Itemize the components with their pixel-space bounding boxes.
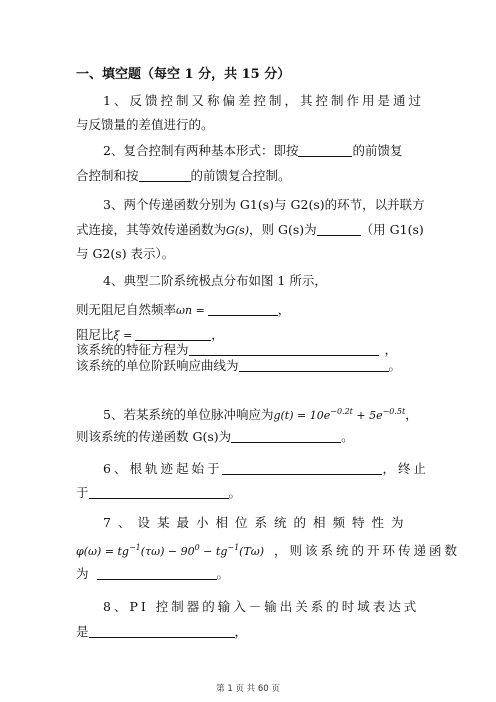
q4-blank-char-eq[interactable] <box>189 343 379 356</box>
q5-formula: $g(t) = 10e^{-0.2t} + 5e^{-0.5t}$ <box>273 407 406 422</box>
q4-blank-step[interactable] <box>239 359 389 372</box>
q8-line2-end: ， <box>234 624 248 639</box>
q4-line5-end: 。 <box>388 358 402 373</box>
q2-line2-tail: 的前馈复合控制。 <box>190 168 291 183</box>
q4-line5 <box>76 358 401 374</box>
page-footer: 第 1 页 共 60 页 <box>216 684 280 694</box>
q7-line3-text: 为 <box>76 566 89 581</box>
q1-line1: 1、反馈控制又称偏差控制，其控制作用是通过 <box>103 93 424 108</box>
q3-line3: 与 G2(s) 表示）。 <box>76 246 175 261</box>
q5-line2 <box>76 429 354 445</box>
q2-line2-text: 合控制和按 <box>76 168 139 183</box>
q2-line1-tail: 的前馈复 <box>352 143 403 158</box>
q7-line2-tail: ，则该系统的开环传递函数 <box>274 543 461 558</box>
q4-line4-text: 该系统的特征方程为 <box>76 342 189 357</box>
q6-line2-text: 于 <box>76 485 89 500</box>
q4-line4 <box>76 342 397 358</box>
q5-line1-text: 5、若某系统的单位脉冲响应为 <box>103 407 274 422</box>
q4-line4-end: ， <box>384 342 398 357</box>
q2-line2 <box>76 168 291 184</box>
q2-line1 <box>103 143 402 159</box>
q4-xi-symbol: ξ = <box>113 329 133 342</box>
q6-line2 <box>76 485 241 501</box>
q6-line2-end: 。 <box>228 485 242 500</box>
q3-line1: 3、两个传递函数分别为 G1(s)与 G2(s)的环节，以并联方 <box>103 197 425 212</box>
q3-line2-text: 式连接，其等效传递函数为 <box>76 222 227 237</box>
q5-line2-text: 则该系统的传递函数 G(s)为 <box>76 429 232 444</box>
q4-line3-end: ， <box>211 327 224 342</box>
q5-line1-end: ， <box>405 407 418 422</box>
q7-blank[interactable] <box>97 567 217 580</box>
q4-line1: 4、典型二阶系统极点分布如图 1 所示， <box>103 273 327 288</box>
q1-line2: 与反馈量的差值进行的。 <box>76 117 214 132</box>
q5-blank[interactable] <box>231 430 341 443</box>
q4-line2 <box>76 302 290 319</box>
q2-line1-text: 2、复合控制有两种基本形式：即按 <box>103 143 299 158</box>
q8-line2-text: 是 <box>76 624 89 639</box>
q6-blank-end[interactable] <box>89 486 229 499</box>
q8-line1: 8、PI 控制器的输入－输出关系的时域表达式 <box>103 599 420 614</box>
q2-blank-1[interactable] <box>298 144 352 157</box>
q3-line2-tail: （用 G1(s) <box>360 222 424 237</box>
section-title: 一、填空题（每空 1 分，共 15 分） <box>76 67 291 82</box>
q4-omega-symbol: ωn = <box>176 304 205 317</box>
q7-line3-end: 。 <box>216 566 230 581</box>
q5-line1 <box>103 404 418 424</box>
q6-line1-text: 6、根轨迹起始于 <box>103 461 223 476</box>
q7-line2 <box>76 540 460 560</box>
q4-line2-text: 则无阻尼自然频率 <box>76 302 177 317</box>
q3-line2 <box>76 222 424 239</box>
q2-blank-2[interactable] <box>139 169 191 182</box>
q4-blank-omega[interactable] <box>208 303 278 316</box>
q7-line3 <box>76 566 229 582</box>
q3-math: G(s) <box>226 224 250 237</box>
q6-line1 <box>103 461 429 477</box>
q8-blank[interactable] <box>89 625 235 638</box>
q7-line1: 7、设某最小相位系统的相频特性为 <box>103 515 411 530</box>
q8-line2 <box>76 624 247 640</box>
q4-line5-text: 该系统的单位阶跃响应曲线为 <box>76 358 239 373</box>
q3-blank[interactable] <box>317 223 361 236</box>
q6-line1-tail: ，终止 <box>382 461 429 476</box>
q4-line3-text: 阻尼比 <box>76 327 114 342</box>
q6-blank-start[interactable] <box>222 462 382 475</box>
q7-formula: $\varphi(\omega) = tg^{-1}(\tau\omega) - 90^0 - tg^{-1}(T\omega)$ <box>76 543 265 558</box>
q4-line2-end: ， <box>277 302 291 317</box>
q3-line2-mid: ，则 G(s)为 <box>249 222 317 237</box>
q4-blank-xi[interactable] <box>135 328 211 341</box>
q5-line2-end: 。 <box>341 429 354 444</box>
